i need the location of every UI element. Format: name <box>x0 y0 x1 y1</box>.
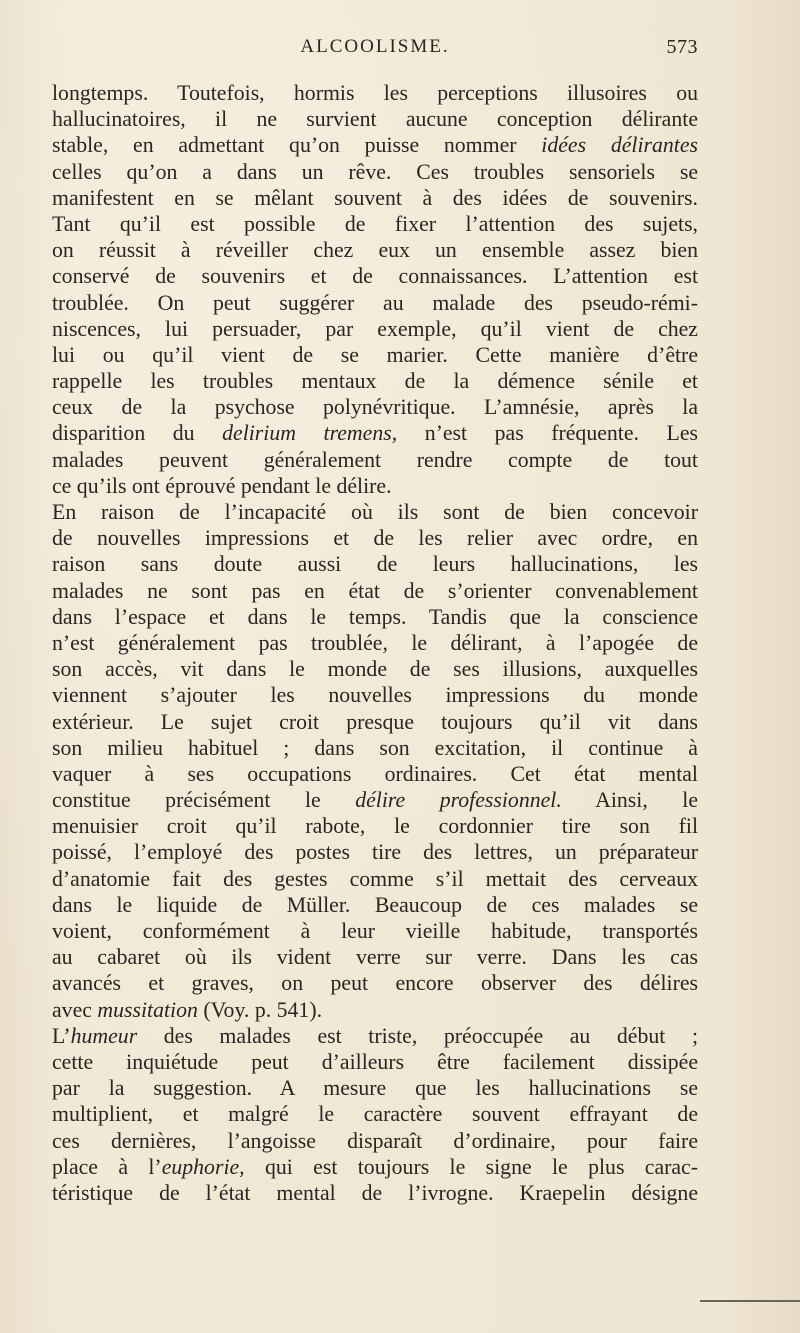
text-line: celles qu’on a dans un rêve. Ces troubles sensoriels se <box>52 159 698 184</box>
text-line <box>52 1154 698 1180</box>
text-span: place à l’ <box>52 1154 162 1179</box>
italic-term: délire professionnel. <box>355 788 562 813</box>
text-line: ce qu’ils ont éprouvé pendant le délire. <box>52 473 392 498</box>
running-head <box>52 36 698 66</box>
text-line: manifestent en se mêlant souvent à des idées de souvenirs. <box>52 185 698 210</box>
text-line: menuisier croit qu’il rabote, le cordonnier tire son fil <box>52 814 698 839</box>
text-line: téristique de l’état mental de l’ivrogne. Kraepelin désigne <box>52 1180 698 1205</box>
text-line: malades peuvent généralement rendre compte de tout <box>52 447 698 472</box>
text-line: ces dernières, l’angoisse disparaît d’ordinaire, pour faire <box>52 1128 698 1153</box>
text-line: niscences, lui persuader, par exemple, qu’il vient de chez <box>52 316 698 341</box>
text-line: malades ne sont pas en état de s’orienter convenablement <box>52 578 698 603</box>
text-line: voient, conformément à leur vieille habitude, transportés <box>52 919 698 943</box>
italic-term: mussitation <box>97 997 198 1022</box>
text-span: n’est pas fréquente. Les <box>397 421 698 446</box>
text-span: avec <box>52 997 98 1022</box>
text-line: son accès, vit dans le monde de ses illusions, auxquelles <box>52 657 698 682</box>
text-line: extérieur. Le sujet croit presque toujours qu’il vit dans <box>52 709 698 734</box>
text-line: troublée. On peut suggérer au malade des pseudo-rémi- <box>52 290 698 315</box>
text-line <box>52 787 698 813</box>
text-line <box>52 1023 698 1049</box>
page-number: 573 <box>666 36 698 58</box>
text-line: rappelle les troubles mentaux de la démence sénile et <box>52 369 698 394</box>
text-line: au cabaret où ils vident verre sur verre. Dans les cas <box>52 945 698 970</box>
body-text <box>52 80 698 1206</box>
text-line: cette inquiétude peut d’ailleurs être facilement dissipée <box>52 1049 698 1074</box>
italic-term: euphorie, <box>161 1154 245 1179</box>
text-line: conservé de souvenirs et de connaissances. L’attention est <box>52 264 698 289</box>
text-line: viennent s’ajouter les nouvelles impressions du monde <box>52 683 698 708</box>
text-line: raison sans doute aussi de leurs hallucinations, les <box>52 552 698 577</box>
italic-term: idées délirantes <box>541 133 698 158</box>
text-line: avancés et graves, on peut encore observer des délires <box>52 971 698 996</box>
text-line <box>52 420 698 446</box>
text-line: d’anatomie fait des gestes comme s’il mettait des cerveaux <box>52 866 698 891</box>
italic-term: delirium tremens, <box>222 421 398 446</box>
text-line: par la suggestion. A mesure que les hallucinations se <box>52 1076 698 1101</box>
text-line: vaquer à ses occupations ordinaires. Cet état mental <box>52 761 698 786</box>
running-title: ALCOOLISME. <box>300 36 450 57</box>
text-span: des malades est triste, préoccupée au début ; <box>137 1023 698 1048</box>
text-line: multiplient, et malgré le caractère souvent effrayant de <box>52 1102 698 1127</box>
text-line: dans le liquide de Müller. Beaucoup de ces malades se <box>52 892 698 917</box>
text-line: ceux de la psychose polynévritique. L’amnésie, après la <box>52 395 698 420</box>
text-line: poissé, l’employé des postes tire des lettres, un préparateur <box>52 840 698 865</box>
text-line: longtemps. Toutefois, hormis les perceptions illusoires ou <box>52 81 698 105</box>
text-line <box>52 132 698 158</box>
italic-term: humeur <box>70 1023 138 1048</box>
text-span: qui est toujours le signe le plus carac- <box>244 1154 698 1179</box>
text-line: son milieu habituel ; dans son excitation, il continue à <box>52 735 698 760</box>
text-line: lui ou qu’il vient de se marier. Cette manière d’être <box>52 342 698 367</box>
text-line: Tant qu’il est possible de fixer l’attention des sujets, <box>52 211 698 236</box>
text-span: (Voy. p. 541). <box>197 997 323 1022</box>
text-span: constitue précisément le <box>52 788 356 813</box>
page-edge-rule <box>700 1300 800 1302</box>
text-span: Ainsi, le <box>561 788 698 813</box>
text-line: n’est généralement pas troublée, le délirant, à l’apogée de <box>52 630 698 655</box>
text-span: disparition du <box>52 421 223 446</box>
text-line <box>52 997 698 1023</box>
text-line: dans l’espace et dans le temps. Tandis que la conscience <box>52 604 698 629</box>
text-span: L’ <box>52 1023 71 1048</box>
text-line: on réussit à réveiller chez eux un ensemble assez bien <box>52 238 698 263</box>
text-line: de nouvelles impressions et de les relier avec ordre, en <box>52 526 698 551</box>
text-line: hallucinatoires, il ne survient aucune conception délirante <box>52 107 698 132</box>
text-span: stable, en admettant qu’on puisse nommer <box>52 133 542 158</box>
text-line: En raison de l’incapacité où ils sont de bien concevoir <box>52 500 698 524</box>
